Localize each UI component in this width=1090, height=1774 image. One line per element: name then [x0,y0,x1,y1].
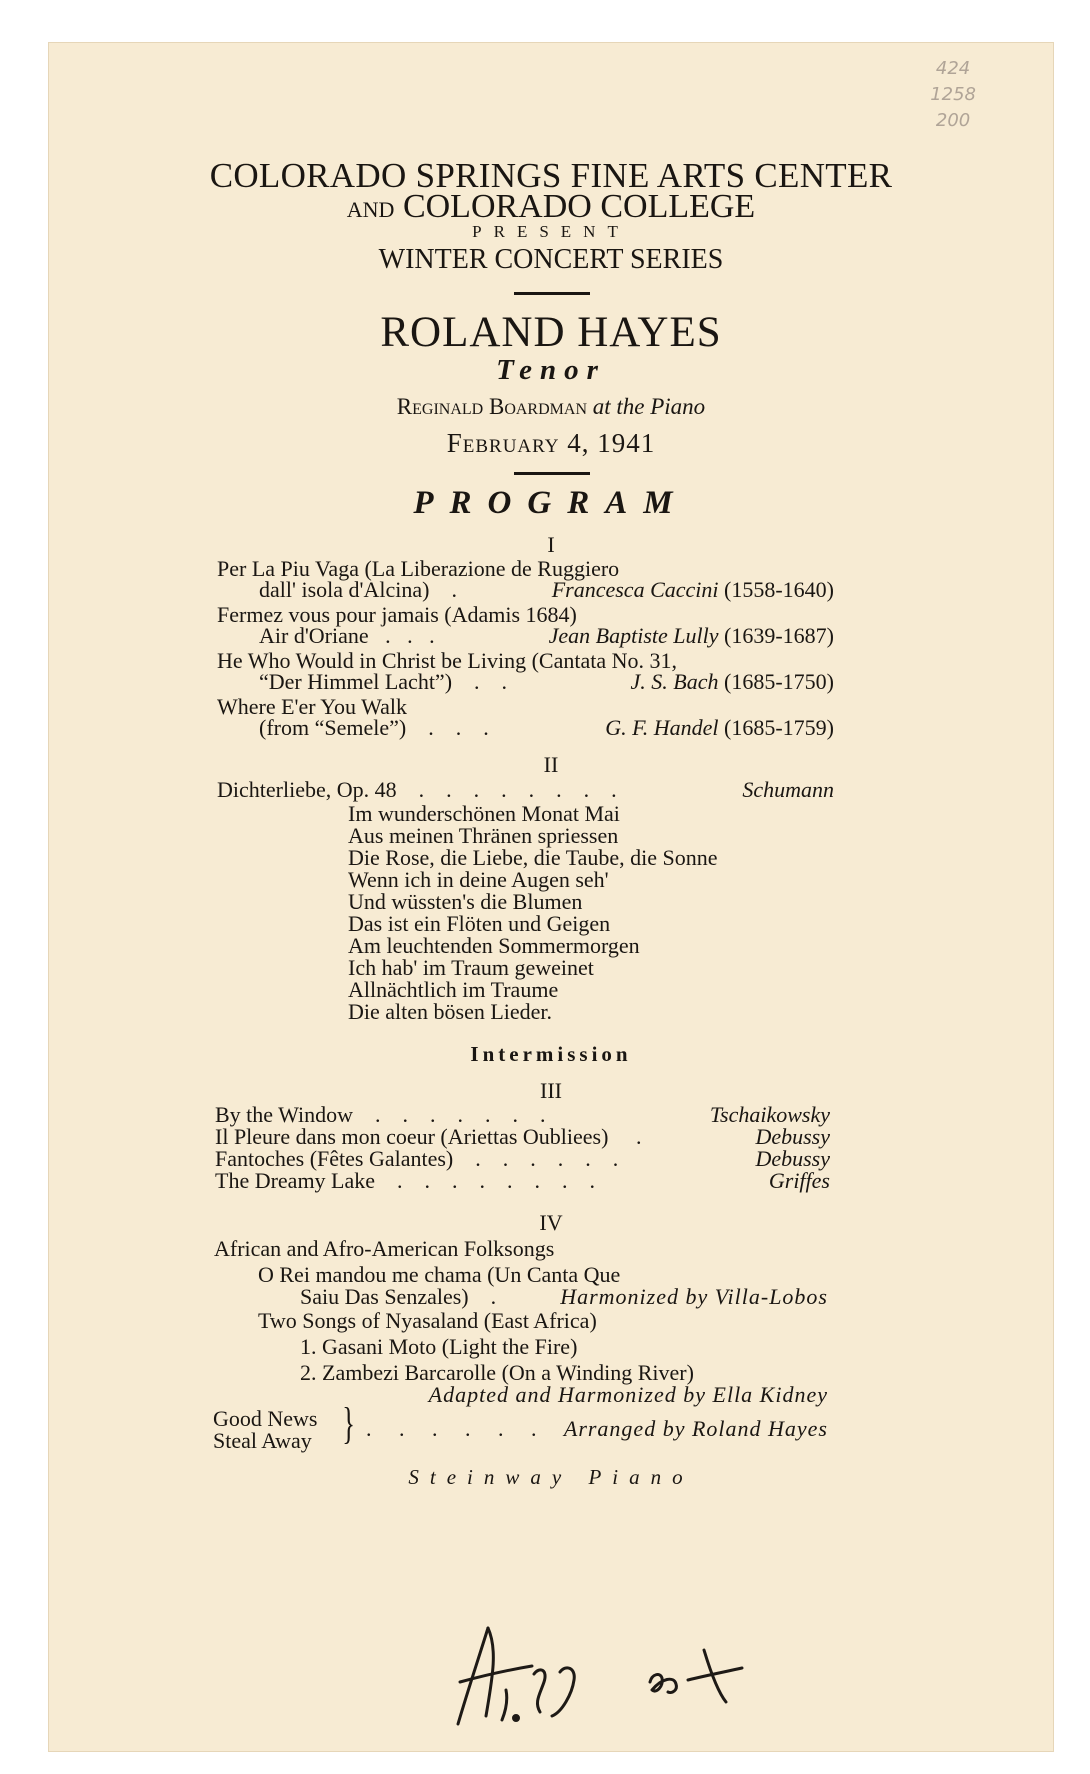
piece-title: The Dreamy Lake . . . . . . . . [215,1168,596,1193]
section-heading: African and Afro-American Folksongs [214,1236,555,1261]
piece-title: He Who Would in Christ be Living (Cantata No. 31, [217,648,677,673]
archive-pencil-marks: 424 1258 200 [930,58,976,131]
header-line-2: AND COLORADO COLLEGE [346,188,756,225]
piece-composer: Debussy [755,1124,830,1149]
song-title: Im wunderschönen Monat Mai [348,801,620,826]
piece-title: By the Window . . . . . . . [215,1102,546,1127]
piece-composer: G. F. Handel (1685-1759) [605,715,834,740]
arrangement-credit: Arranged by Roland Hayes [563,1416,828,1441]
piece-title: Fantoches (Fêtes Galantes) . . . . . . [215,1146,619,1171]
song-title: Aus meinen Thränen spriessen [348,823,619,848]
piece-composer: J. S. Bach (1685-1750) [630,669,834,694]
section-numeral: II [543,752,559,777]
piece-title: Fermez vous pour jamais (Adamis 1684) [217,602,577,627]
piece-composer: Griffes [768,1168,830,1193]
section-numeral: III [540,1078,562,1103]
piece-title: Il Pleure dans mon coeur (Ariettas Oubliees) . [215,1124,642,1149]
song-title: Good News [213,1406,318,1431]
autograph-signature [448,1620,748,1740]
piece-title: Per La Piu Vaga (La Liberazione de Ruggiero [217,556,620,581]
piece-subtitle: Saiu Das Senzales) . [300,1284,497,1309]
song-title: Wenn ich in deine Augen seh' [348,867,609,892]
header-line-1: COLORADO SPRINGS FINE ARTS CENTER [209,156,893,195]
piece-subtitle: Air d'Oriane . . . [259,623,435,648]
section-numeral: I [547,532,555,557]
piece-composer: Tschaikowsky [709,1102,830,1127]
concert-date: February 4, 1941 [446,428,656,458]
concert-series: WINTER CONCERT SERIES [378,244,724,275]
song-title: Das ist ein Flöten und Geigen [348,911,611,936]
section-numeral: IV [539,1210,563,1235]
divider-rule [514,292,590,295]
piano-credit: Steinway Piano [408,1465,694,1489]
piece-composer: Francesca Caccini (1558-1640) [551,577,834,602]
song-title: 2. Zambezi Barcarolle (On a Winding River) [300,1360,694,1385]
song-cycle-title: Dichterliebe, Op. 48 . . . . . . . . [217,777,617,802]
piece-title: O Rei mandou me chama (Un Canta Que [258,1262,621,1287]
performer-name: ROLAND HAYES [380,309,722,356]
leader-dots: . . . . . . [366,1416,537,1441]
song-title: Allnächtlich im Traume [348,977,559,1002]
piece-subtitle: (from “Semele”) . . . [259,715,489,740]
piece-title: Two Songs of Nyasaland (East Africa) [258,1308,597,1333]
piece-composer: Jean Baptiste Lully (1639-1687) [548,623,834,648]
piece-subtitle: “Der Himmel Lacht”) . . [259,669,508,694]
piece-subtitle: dall' isola d'Alcina) . [259,577,457,602]
piece-composer: Debussy [755,1146,830,1171]
song-title: Die Rose, die Liebe, die Taube, die Sonne [348,845,718,870]
brace-icon: } [342,1399,355,1448]
accompanist: Reginald Boardman at the Piano [396,394,706,419]
song-title: Und wüssten's die Blumen [348,889,583,914]
arrangement-credit: Adapted and Harmonized by Ella Kidney [428,1382,828,1407]
song-title: Die alten bösen Lieder. [348,999,553,1024]
song-title: Ich hab' im Traum geweinet [348,955,594,980]
song-title: 1. Gasani Moto (Light the Fire) [300,1334,578,1359]
piece-title: Where E'er You Walk [217,694,407,719]
arrangement-credit: Harmonized by Villa-Lobos [560,1284,828,1309]
song-title: Am leuchtenden Sommermorgen [348,933,640,958]
program-title: PROGRAM [413,485,689,521]
divider-rule [514,472,590,475]
song-cycle-composer: Schumann [742,777,834,802]
voice-type: Tenor [496,354,606,386]
program-sheet [48,42,1054,1752]
song-title: Steal Away [213,1428,312,1453]
intermission-label: Intermission [470,1042,632,1066]
present-label: PRESENT [472,222,630,241]
